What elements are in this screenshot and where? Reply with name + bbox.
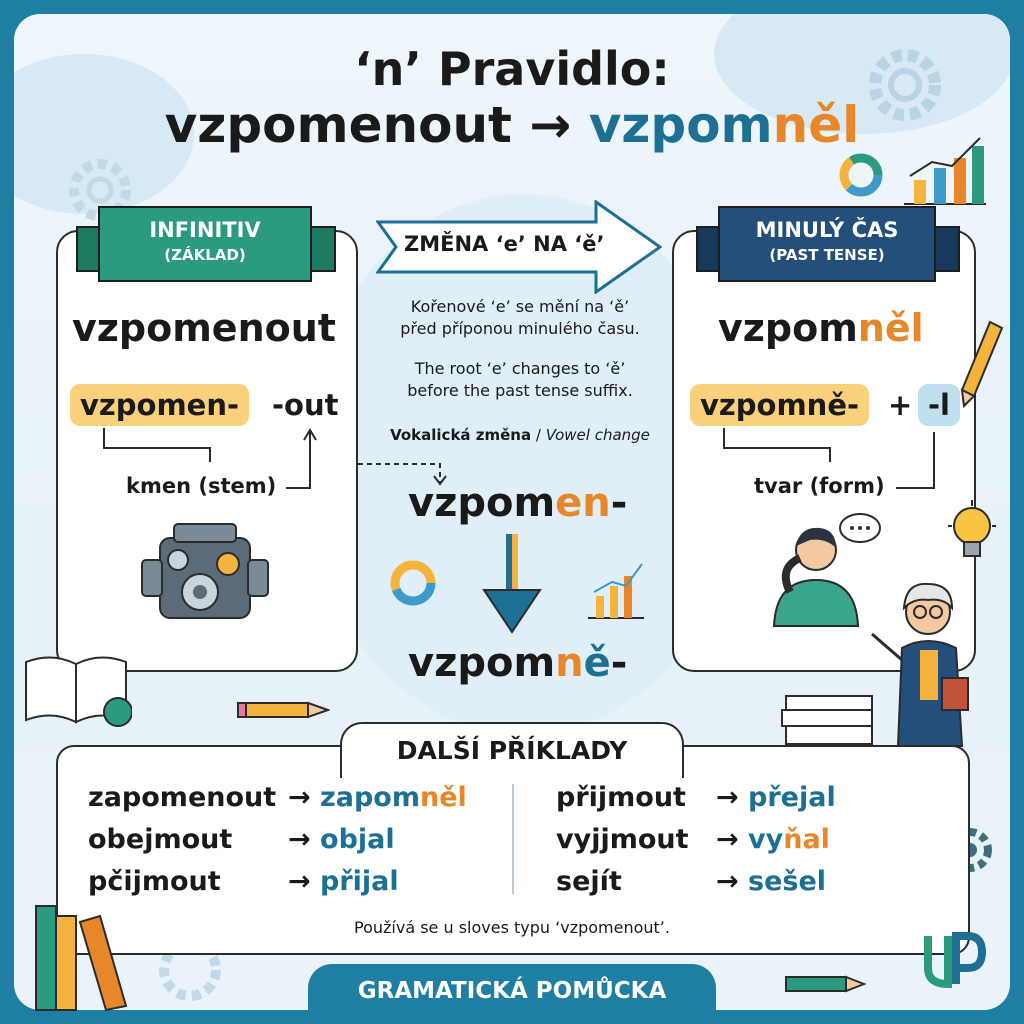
past-tense-banner-subtitle: (PAST TENSE) (769, 246, 885, 264)
title-result-ending: něl (772, 96, 860, 154)
title-arrow: → (529, 96, 572, 154)
stem-before (408, 480, 627, 526)
page-title-line2 (0, 96, 1024, 154)
example-result-ending: el (798, 866, 827, 897)
czech-explanation-line1: Kořenové ‘e’ se mění na ‘ě’ (410, 297, 630, 316)
stem-before-vowel: en (555, 480, 611, 526)
example-result (288, 866, 399, 897)
vowel-change-czech: Vokalická změna (390, 426, 532, 444)
example-result-stem: seš (748, 866, 799, 897)
form-pill: vzpomně- (690, 384, 869, 426)
title-result-stem: vzpom (588, 96, 773, 154)
suffix-pill: -l (918, 384, 960, 426)
stem-label: kmen (stem) (126, 474, 277, 498)
footer-label: GRAMATICKÁ POMŮCKA (357, 978, 667, 1004)
example-result-stem: přej (748, 782, 809, 813)
infinitive-banner (98, 206, 312, 282)
example-result-ending: al (808, 782, 836, 813)
stem-after-root: vzpom (408, 640, 556, 686)
books-stack-icon (780, 692, 880, 748)
example-base: přijmout (556, 782, 686, 813)
example-result (716, 866, 826, 897)
professor-icon (868, 568, 978, 748)
example-base: sejít (556, 866, 622, 897)
example-result-stem: objal (320, 824, 395, 855)
example-result-ending: něl (419, 782, 467, 813)
bar-chart-icon (586, 556, 646, 622)
stem-after-dash: - (610, 640, 628, 686)
infinitive-suffix: -out (272, 388, 339, 422)
example-row (88, 866, 221, 897)
pencil-icon (780, 972, 866, 996)
donut-chart-icon (836, 150, 886, 200)
czech-explanation (360, 296, 680, 340)
past-tense-word (718, 306, 924, 350)
past-tense-stem: vzpom (718, 306, 858, 350)
vowel-change-english: Vowel change (545, 426, 650, 444)
example-arrow: → (716, 824, 739, 855)
example-row (88, 824, 232, 855)
infinitive-word: vzpomenout (72, 306, 336, 350)
example-result (716, 824, 830, 855)
lightbulb-icon (944, 498, 1000, 570)
example-arrow: → (716, 866, 739, 897)
example-result-stem: přijal (320, 866, 399, 897)
example-result (288, 782, 467, 813)
down-arrow (480, 530, 544, 636)
past-tense-banner (718, 206, 936, 282)
example-result-stem: zapom (320, 782, 420, 813)
pencil-icon (956, 318, 1006, 408)
stem-before-root: vzpom (408, 480, 556, 526)
examples-divider (512, 784, 514, 894)
example-row (88, 782, 276, 813)
examples-title: DALŠÍ PŘÍKLADY (396, 736, 628, 765)
vowel-change-caption (360, 424, 680, 446)
example-result-stem: vy (748, 824, 784, 855)
example-arrow: → (288, 782, 311, 813)
open-book-icon (22, 652, 132, 728)
past-tense-ending: něl (857, 306, 924, 350)
donut-chart-icon (386, 556, 440, 610)
example-result (716, 782, 836, 813)
engine-icon (140, 520, 270, 635)
books-icon (30, 902, 130, 1012)
example-result (288, 824, 395, 855)
example-arrow: → (288, 866, 311, 897)
pencil-icon (236, 698, 330, 722)
example-base: vyjjmout (556, 824, 689, 855)
stem-before-dash: - (610, 480, 628, 526)
title-base-word: vzpomenout (164, 96, 512, 154)
example-base: obejmout (88, 824, 233, 855)
form-label: tvar (form) (754, 474, 885, 498)
infinitive-banner-title: INFINITIV (149, 218, 261, 242)
vowel-change-separator: / (531, 426, 546, 444)
example-row (556, 866, 622, 897)
change-arrow-label: ZMĚNA ‘e’ NA ‘ě’ (404, 232, 605, 256)
brand-logo-icon (918, 924, 988, 994)
english-explanation-line1: The root ‘e’ changes to ‘ě’ (414, 359, 626, 378)
speech-bubble-icon (836, 512, 882, 548)
example-base: zapomenout (88, 782, 277, 813)
english-explanation (360, 358, 680, 402)
page-title-line1: ‘n’ Pravidlo: (354, 42, 670, 96)
stem-after (408, 640, 627, 686)
plus-sign: + (888, 388, 913, 422)
example-arrow: → (716, 782, 739, 813)
stem-after-consonant: n (555, 640, 584, 686)
infinitive-banner-subtitle: (ZÁKLAD) (164, 246, 246, 264)
stem-pill: vzpomen- (70, 384, 249, 426)
example-base: pčijmout (88, 866, 221, 897)
usage-note: Používá se u sloves typu ‘vzpomenout’. (354, 918, 670, 937)
example-result-ending: ňal (783, 824, 830, 855)
english-explanation-line2: before the past tense suffix. (407, 381, 633, 400)
example-row (556, 782, 686, 813)
example-arrow: → (288, 824, 311, 855)
czech-explanation-line2: před příponou minulého času. (400, 319, 640, 338)
past-tense-banner-title: MINULÝ ČAS (755, 218, 899, 242)
example-row (556, 824, 689, 855)
stem-after-vowel: ě (583, 640, 611, 686)
